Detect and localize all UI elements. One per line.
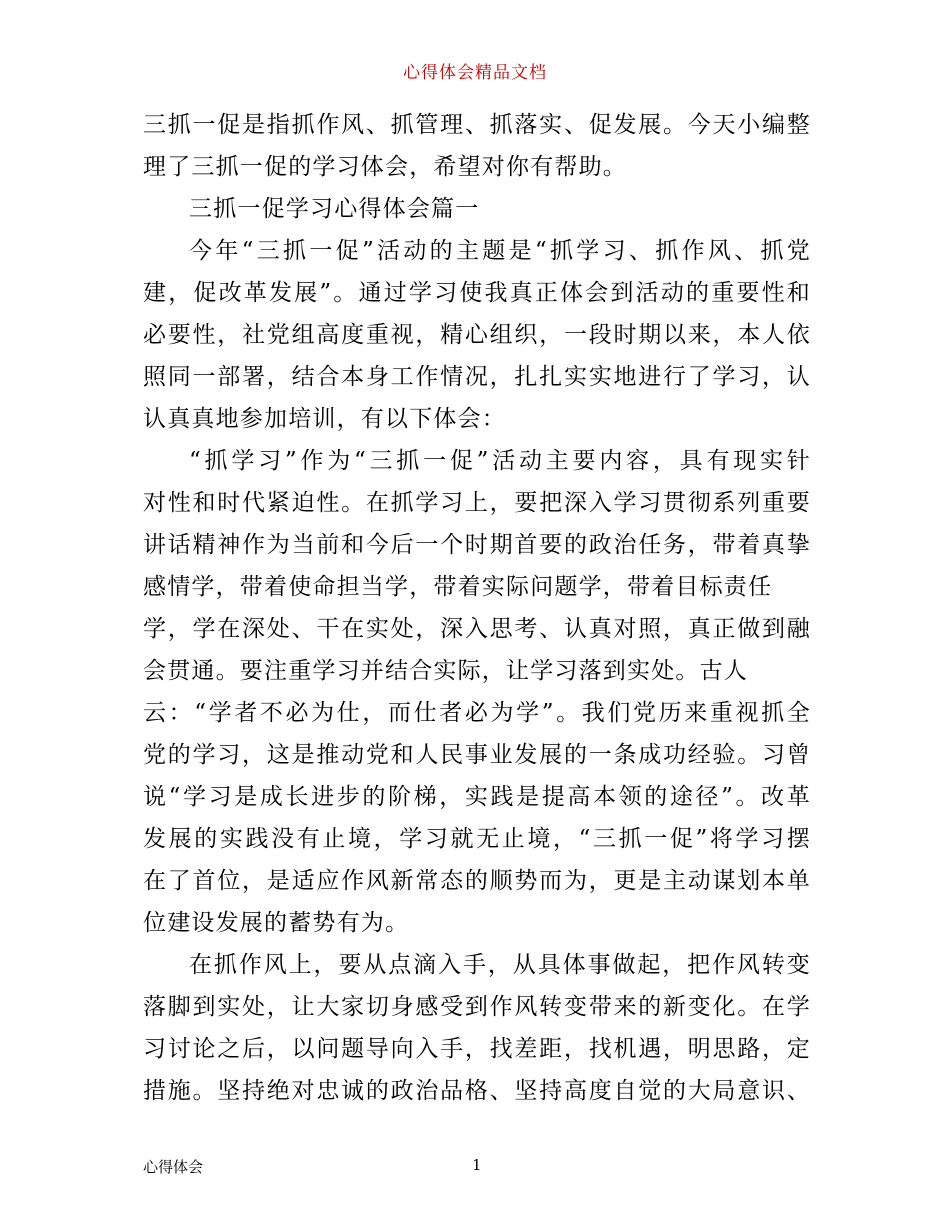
text-line: 落脚到实处，让大家切身感受到作风转变带来的新变化。在学 <box>143 994 811 1020</box>
text-line: “抓学习”作为“三抓一促”活动主要内容，具有现实针 <box>189 448 811 474</box>
section-heading: 三抓一促学习心得体会篇一 <box>189 196 480 222</box>
text-line: 三抓一促是指抓作风、抓管理、抓落实、促发展。今天小编整 <box>143 112 811 138</box>
page-header-title: 心得体会精品文档 <box>403 63 547 83</box>
footer-label: 心得体会 <box>143 1158 204 1176</box>
text-line: 感情学，带着使命担当学，带着实际问题学，带着目标责任 <box>143 574 773 600</box>
text-line: 今年“三抓一促”活动的主题是“抓学习、抓作风、抓党 <box>189 238 811 264</box>
text-line: 措施。坚持绝对忠诚的政治品格、坚持高度自觉的大局意识、 <box>143 1078 811 1104</box>
text-line: 对性和时代紧迫性。在抓学习上，要把深入学习贯彻系列重要 <box>143 490 811 516</box>
text-line: 发展的实践没有止境，学习就无止境，“三抓一促”将学习摆 <box>143 826 811 852</box>
text-line: 云：“学者不必为仕，而仕者必为学”。我们党历来重视抓全 <box>143 700 811 726</box>
text-line: 建，促改革发展”。通过学习使我真正体会到活动的重要性和 <box>143 280 811 306</box>
text-line: 在抓作风上，要从点滴入手，从具体事做起，把作风转变 <box>189 952 811 978</box>
text-line: 说“学习是成长进步的阶梯，实践是提高本领的途径”。改革 <box>143 784 811 810</box>
text-line: 必要性，社党组高度重视，精心组织，一段时期以来，本人依 <box>143 322 811 348</box>
text-line: 在了首位，是适应作风新常态的顺势而为，更是主动谋划本单 <box>143 868 811 894</box>
text-line: 讲话精神作为当前和今后一个时期首要的政治任务，带着真挚 <box>143 532 811 558</box>
text-line: 习讨论之后，以问题导向入手，找差距，找机遇，明思路，定 <box>143 1036 811 1062</box>
text-line: 认真真地参加培训，有以下体会： <box>143 406 506 432</box>
text-line: 党的学习，这是推动党和人民事业发展的一条成功经验。习曾 <box>143 742 811 768</box>
text-line: 学，学在深处、干在实处，深入思考、认真对照，真正做到融 <box>143 616 811 642</box>
text-line: 照同一部署，结合本身工作情况，扎扎实实地进行了学习，认 <box>143 364 811 390</box>
document-body <box>143 104 811 1112</box>
text-line: 理了三抓一促的学习体会，希望对你有帮助。 <box>143 154 627 180</box>
text-line: 位建设发展的蓄势有为。 <box>143 910 410 936</box>
page-number: 1 <box>472 1156 482 1174</box>
text-line: 会贯通。要注重学习并结合实际，让学习落到实处。古人 <box>143 658 748 684</box>
